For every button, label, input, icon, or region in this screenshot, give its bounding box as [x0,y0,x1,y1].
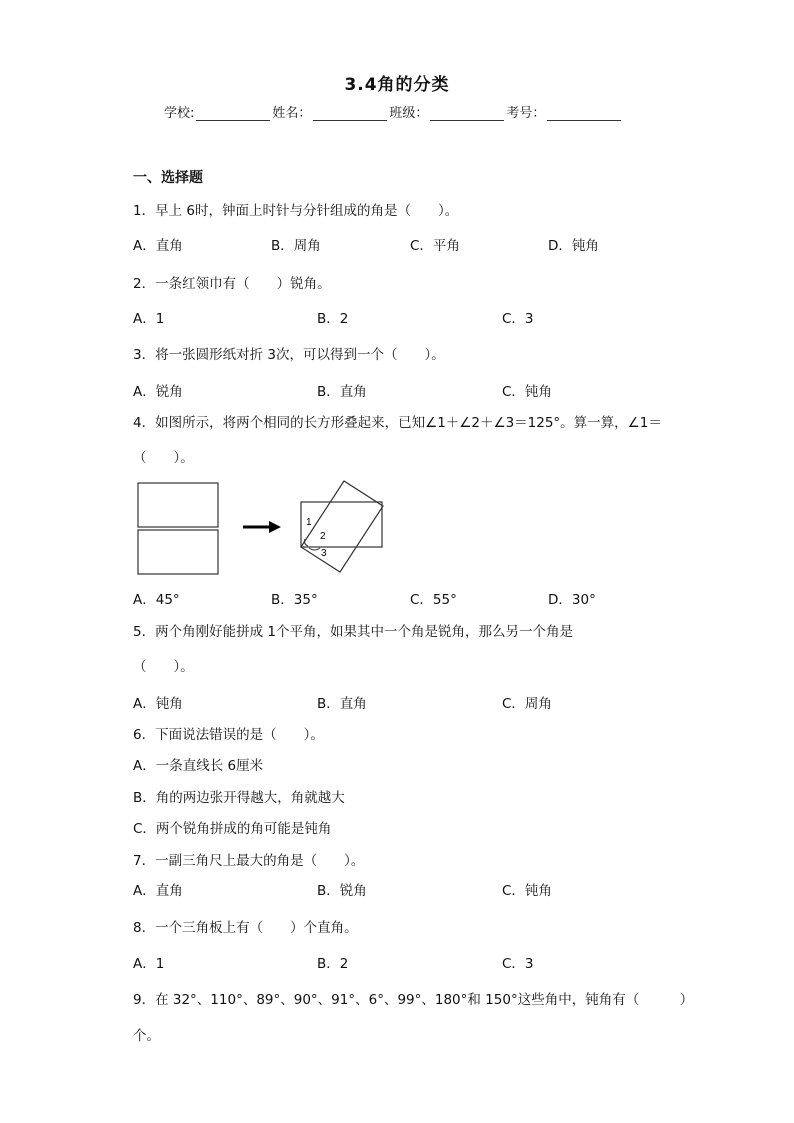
rectangles-figure [133,476,393,581]
option-a[interactable]: A．锐角 [133,384,183,400]
student-info-row [164,102,644,121]
option-a[interactable]: A．45° [133,592,180,608]
angle-3-label: 3 [321,548,327,559]
name-blank[interactable] [313,106,387,121]
question-5-continuation: （ ）。 [133,659,194,675]
option-b[interactable]: B．周角 [271,238,321,254]
question-4-continuation: （ ）。 [133,450,194,466]
question-4: 4．如图所示，将两个相同的长方形叠起来，已知∠1＋∠2＋∠3＝125°。算一算，∠1＝ [133,415,662,431]
rotated-rectangle [301,481,383,572]
option-c[interactable]: C．周角 [502,696,552,712]
option-d[interactable]: D．钝角 [548,238,599,254]
question-1: 1．早上 6时，钟面上时针与分针组成的角是（ ）。 [133,203,459,219]
option-b[interactable]: B．2 [317,956,349,972]
option-a[interactable]: A．直角 [133,238,183,254]
option-b[interactable]: B．直角 [317,384,367,400]
option-a[interactable]: A．1 [133,956,165,972]
option-c[interactable]: C．钝角 [502,384,552,400]
option-d[interactable]: D．30° [548,592,596,608]
name-label: 姓名： [272,106,312,121]
question-9-continuation: 个。 [133,1028,160,1044]
option-c[interactable]: C．55° [410,592,457,608]
option-b[interactable]: B．35° [271,592,318,608]
arrow-head [269,521,281,533]
option-a[interactable]: A．1 [133,311,165,327]
option-b[interactable]: B．角的两边张开得越大，角就越大 [133,790,345,806]
option-a[interactable]: A．一条直线长 6厘米 [133,758,264,774]
school-label: 学校: [164,106,195,121]
page-title: 3.4角的分类 [344,75,450,95]
option-c[interactable]: C．两个锐角拼成的角可能是钝角 [133,821,332,837]
angle-1-label: 1 [306,517,312,528]
question-9: 9．在 32°、110°、89°、90°、91°、6°、99°、180°和 150°这些角中，钝角有（ ） [133,992,694,1008]
question-7: 7．一副三角尺上最大的角是（ ）。 [133,853,365,869]
option-c[interactable]: C．3 [502,956,534,972]
option-c[interactable]: C．平角 [410,238,460,254]
question-8: 8．一个三角板上有（ ）个直角。 [133,920,358,936]
exam-number-blank[interactable] [547,106,621,121]
option-b[interactable]: B．直角 [317,696,367,712]
option-b[interactable]: B．锐角 [317,883,367,899]
class-label: 班级： [389,106,429,121]
question-2: 2．一条红领巾有（ ）锐角。 [133,276,331,292]
option-a[interactable]: A．直角 [133,883,183,899]
horizontal-rectangle [301,502,382,547]
question-3: 3．将一张圆形纸对折 3次，可以得到一个（ ）。 [133,347,445,363]
question-5: 5．两个角刚好能拼成 1个平角，如果其中一个角是锐角，那么另一个角是 [133,624,573,640]
option-b[interactable]: B．2 [317,311,349,327]
class-blank[interactable] [430,106,504,121]
rectangles-diagram [133,476,393,581]
option-c[interactable]: C．钝角 [502,883,552,899]
option-a[interactable]: A．钝角 [133,696,183,712]
question-6: 6．下面说法错误的是（ ）。 [133,727,324,743]
exam-number-label: 考号： [506,106,546,121]
section-title: 一、选择题 [133,170,203,186]
option-c[interactable]: C．3 [502,311,534,327]
angle-2-label: 2 [320,531,326,542]
school-blank[interactable] [196,106,270,121]
